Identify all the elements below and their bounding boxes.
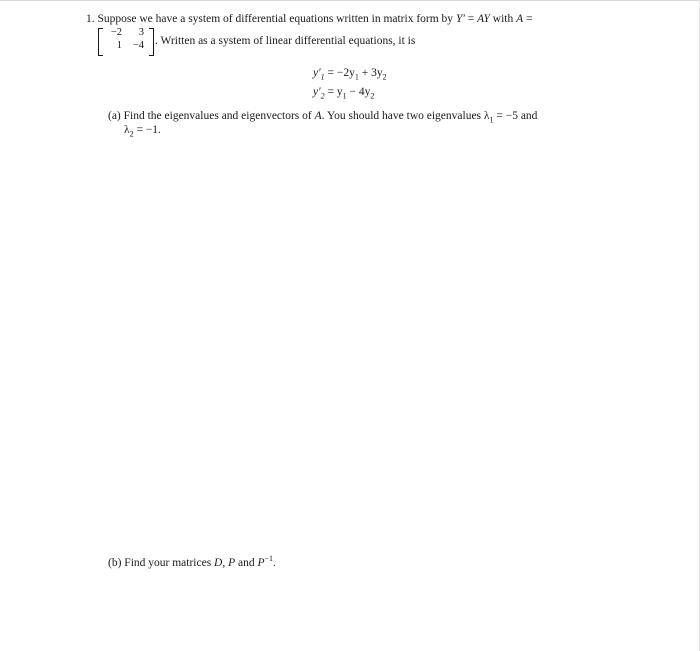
equation-equals: = <box>467 13 475 25</box>
lambda-2-value: = −1. <box>136 124 161 136</box>
matrix-right-bracket <box>149 28 154 56</box>
matrix-a <box>98 28 154 56</box>
matrix-cell-r1c1: −2 <box>110 27 122 38</box>
eq1-lhs-sub: 1 <box>320 72 325 82</box>
lambda-1-sub: 1 <box>489 115 494 125</box>
page-top-border <box>0 0 700 1</box>
part-b-end: . <box>273 557 276 569</box>
matrix-cell-r2c2: −4 <box>132 40 144 51</box>
matrix-cell-r1c2: 3 <box>138 27 144 38</box>
eq2-rhs-sub1: 1 <box>342 91 347 101</box>
part-a-text: Find the eigenvalues and eigenvectors of <box>123 110 312 122</box>
written-as-text: . Written as a system of linear differential equations, it is <box>155 35 416 47</box>
problem-intro: Suppose we have a system of differential equations written in matrix form by <box>97 13 454 25</box>
lambda-1: λ <box>483 110 490 122</box>
part-b-label: (b) <box>108 557 122 569</box>
part-a-line-1 <box>108 110 538 125</box>
with-text: with <box>492 13 514 25</box>
part-b-matrices: D, P <box>214 557 236 569</box>
eq1-rhs-sub2: 2 <box>382 72 387 82</box>
eq2-rhs-mid: − 4y <box>346 86 371 98</box>
part-a-matrix-name: A <box>314 110 322 122</box>
eq1-rhs-mid: + 3y <box>358 67 383 79</box>
part-b-text: Find your matrices <box>124 557 212 569</box>
matrix-equals: = <box>526 13 533 25</box>
problem-number: 1. <box>86 13 95 25</box>
problem-line-1 <box>86 13 533 25</box>
eq1-rhs: = −2y <box>327 67 355 79</box>
eq2-lhs: y′ <box>313 86 321 98</box>
matrix-name: A <box>516 13 524 25</box>
part-a-text2: . You should have two eigenvalues <box>321 110 482 122</box>
part-b-pinv: P <box>257 557 265 569</box>
eq1-lhs: y′ <box>313 67 321 79</box>
equation-rhs: AY <box>477 13 490 25</box>
eq1-rhs-sub1: 1 <box>354 72 359 82</box>
eq2-rhs-sub2: 2 <box>370 91 375 101</box>
eq2-rhs: = y <box>327 86 343 98</box>
lambda-1-value: = −5 and <box>496 110 538 122</box>
matrix-left-bracket <box>98 28 103 56</box>
lambda-2-sub: 2 <box>129 129 134 139</box>
part-b-pinv-sup: −1 <box>264 554 274 564</box>
part-b-and: and <box>238 557 255 569</box>
part-b-line <box>108 554 276 569</box>
eq2-lhs-sub: 2 <box>320 91 325 101</box>
part-a-line-2 <box>124 124 161 139</box>
matrix-cell-r2c1: 1 <box>116 40 122 51</box>
system-equation-1 <box>313 67 387 82</box>
part-a-label: (a) <box>108 110 121 122</box>
system-equation-2 <box>313 86 375 101</box>
lambda-2: λ <box>124 124 130 136</box>
equation-lhs: Y′ <box>455 13 465 25</box>
